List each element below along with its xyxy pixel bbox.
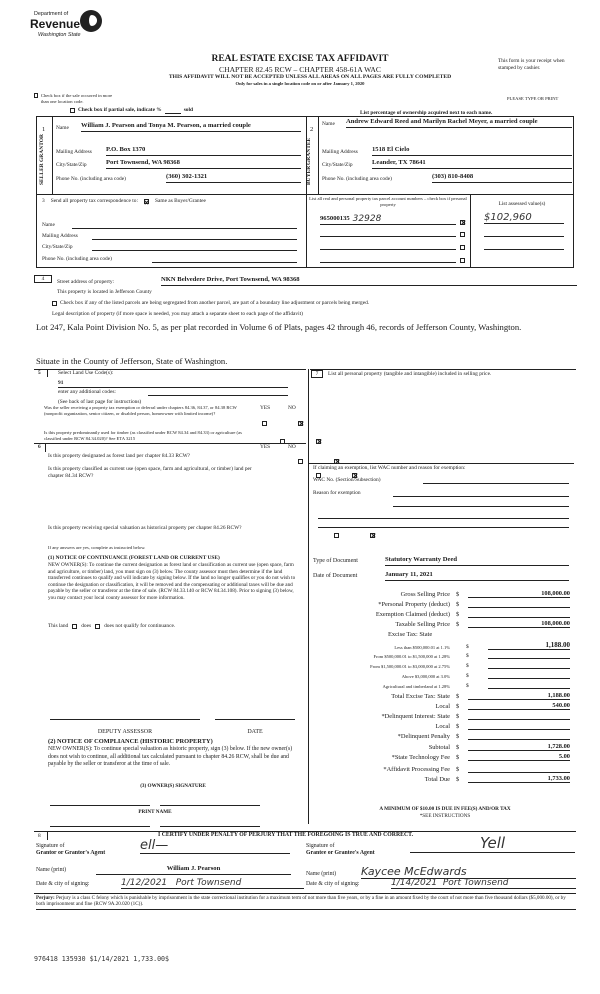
s6-question: Is this property receiving special valuation as historical property per chapter 84.26 RCW? bbox=[48, 525, 242, 531]
if-yes-note: If any answers are yes, complete as instructed below. bbox=[48, 545, 146, 550]
delinquent-interest-state-field[interactable] bbox=[468, 712, 570, 720]
land-use-label: Select Land Use Code(s): bbox=[58, 370, 114, 376]
personal-property-checkbox[interactable] bbox=[460, 232, 465, 237]
assessed-header: List assessed value(s) bbox=[498, 201, 546, 207]
reason-field-2[interactable] bbox=[393, 506, 569, 507]
tax-tier-row: From $1,500,000.01 to $3,000,000 at 2.75% $ bbox=[310, 661, 570, 669]
checkbox[interactable] bbox=[34, 93, 38, 98]
wac-row: WAC No. (Section/Subsection) bbox=[313, 477, 569, 484]
buyer-name-field[interactable]: Andrew Edward Reed and Marilyn Rachel Meyer, a married couple bbox=[346, 118, 572, 128]
reason-field-4[interactable] bbox=[318, 527, 569, 528]
delinquent-penalty-field[interactable] bbox=[468, 732, 570, 740]
parcel-number-field[interactable] bbox=[320, 256, 456, 263]
additional-codes-row: enter any additional codes: bbox=[58, 389, 288, 396]
section-8-number: 8 bbox=[38, 833, 41, 839]
subtotal-row: Subtotal $ 1,728.00 bbox=[428, 743, 570, 751]
owner-signature-field[interactable] bbox=[50, 805, 150, 806]
personal-property-label: List all personal property (tangible and intangible) included in selling price. bbox=[328, 371, 492, 377]
tax-tier-field[interactable]: 1,188.00 bbox=[488, 641, 570, 650]
minimum-note: A MINIMUM OF $10.00 IS DUE IN FEE(S) AND/OR TAX bbox=[379, 806, 511, 812]
divider bbox=[470, 194, 471, 268]
doc-date-row: Date of Document January 11, 2021 bbox=[313, 571, 569, 581]
form-subtitle: CHAPTER 82.45 RCW – CHAPTER 458-61A WAC bbox=[219, 65, 381, 74]
buyer-section-number: 2 bbox=[310, 126, 314, 133]
gross-selling-price-row: Gross Selling Price $ 108,000.00 bbox=[400, 590, 570, 598]
assessed-value-field[interactable]: $102,960 bbox=[484, 212, 564, 224]
does-not-checkbox[interactable] bbox=[95, 624, 100, 629]
grantee-signature-field[interactable]: Yell bbox=[410, 834, 575, 853]
deputy-assessor-signature[interactable] bbox=[50, 719, 200, 720]
grantee-signature-label: Signature of Grantee or Grantee's Agent bbox=[306, 843, 375, 856]
total-due-row: Total Due $ 1,733.00 bbox=[424, 775, 570, 783]
doc-date-field[interactable]: January 11, 2021 bbox=[385, 571, 569, 581]
seller-name-row bbox=[56, 122, 301, 132]
tax-tier-row: Above $3,000,000 at 3.0% $ bbox=[310, 671, 570, 679]
seller-city-field[interactable]: Port Townsend, WA 98368 bbox=[106, 159, 301, 169]
print-name-label: PRINT NAME bbox=[138, 809, 172, 815]
s6-question: Is this property classified as current use (open space, farm and agricultural, or timber) land per chapter 84.34 RCW? bbox=[48, 466, 252, 480]
corr-name-row: Name bbox=[42, 222, 297, 229]
same-as-buyer-checkbox[interactable] bbox=[144, 199, 149, 204]
continuance-row: This land does does not qualify for continuance. bbox=[48, 623, 176, 629]
seller-mailing-field[interactable]: P.O. Box 1370 bbox=[106, 146, 301, 156]
taxable-selling-price-row: Taxable Selling Price $ 108,000.00 bbox=[395, 620, 570, 628]
notice1-title: (1) NOTICE OF CONTINUANCE (FOREST LAND OR CURRENT USE) bbox=[48, 555, 220, 561]
delinquent-interest-local-row: Local $ bbox=[310, 722, 570, 730]
corr-mailing-field[interactable] bbox=[92, 233, 297, 240]
s6-q3-no-checkbox[interactable] bbox=[370, 533, 375, 538]
notice2-title: (2) NOTICE OF COMPLIANCE (HISTORIC PROPERTY) bbox=[48, 738, 213, 745]
divider bbox=[52, 116, 53, 194]
personal-property-field[interactable] bbox=[468, 600, 570, 608]
form-warning: THIS AFFIDAVIT WILL NOT BE ACCEPTED UNLESS ALL AREAS ON ALL PAGES ARE FULLY COMPLETED bbox=[168, 74, 452, 80]
delinquent-penalty-row: *Delinquent Penalty $ bbox=[310, 732, 570, 740]
divider bbox=[308, 463, 574, 464]
reason-field-3[interactable] bbox=[318, 518, 569, 519]
taxable-selling-price-field[interactable]: 108,000.00 bbox=[468, 620, 570, 628]
notice1-body: NEW OWNER(S): To continue the current designation as forest land or classification as current use (open space, farm and agriculture, or timber) land, you must sign on (3) below. The county assessor must then determine if the land transferred continues to qualify and will indicate by signing below. If the land no longer qualifies or you do not wish to continue the designation or classification, it will be removed and the compensating or additional taxes will be due and payable by the seller or transferor at the time of sale. (RCW 84.33.140 or RCW 84.34.108). Prior to signing (3) below, you may contact your local county assessor for more information. bbox=[48, 562, 296, 601]
personal-property-checkbox[interactable] bbox=[460, 245, 465, 250]
divider bbox=[306, 194, 574, 195]
assessor-date[interactable] bbox=[215, 719, 295, 720]
partial-percent-field[interactable] bbox=[165, 108, 181, 114]
logo-line1: Department of bbox=[34, 11, 69, 17]
no-header: NO bbox=[288, 444, 296, 450]
reason-field[interactable] bbox=[393, 491, 569, 497]
tax-tier-field[interactable] bbox=[488, 661, 570, 669]
parcel-row bbox=[320, 243, 465, 250]
street-address-field[interactable]: NKN Belvedere Drive, Port Townsend, WA 98368 bbox=[161, 276, 577, 286]
buyer-mailing-row: Mailing Address 1518 El Cielo bbox=[322, 146, 572, 156]
total-excise-state-field[interactable]: 1,188.00 bbox=[468, 692, 570, 700]
perjury-notice: Perjury: Perjury is a class C felony which is punishable by imprisonment in the state correctional institution for a maximum term of not more than five years, or by a fine in an amount fixed by the court of not more than five thousand dollars ($5,000.00), or by both imprisonment and fine (RCW 9A.20.020 (1C)). bbox=[36, 895, 576, 910]
assessed-value-field[interactable] bbox=[484, 232, 564, 237]
buyer-city-field[interactable]: Leander, TX 78641 bbox=[372, 159, 572, 169]
technology-fee-field[interactable]: 5.00 bbox=[468, 753, 570, 761]
seller-mailing-row: Mailing Address P.O. Box 1370 bbox=[56, 146, 301, 156]
seller-city-row: City/State/Zip Port Townsend, WA 98368 bbox=[56, 159, 301, 169]
cashier-receipt-stamp: 976418 135930 $1/14/2021 1,733.00$ bbox=[34, 955, 169, 963]
total-excise-state-row: Total Excise Tax: State $ 1,188.00 bbox=[391, 692, 570, 700]
gross-selling-price-field[interactable]: 108,000.00 bbox=[468, 590, 570, 598]
grantee-name-row: Name (print) Kaycee McEdwards bbox=[306, 865, 576, 879]
parcel-number-field[interactable] bbox=[320, 230, 456, 237]
divider bbox=[308, 369, 309, 824]
divider bbox=[36, 194, 306, 195]
grantee-date-row: Date & city of signing: 1/14/2021 Port Townsend bbox=[306, 878, 576, 889]
yes-header: YES bbox=[260, 444, 271, 450]
corr-phone-row: Phone No. (including area code) bbox=[42, 256, 297, 263]
county-note: This property is located in Jefferson County bbox=[57, 289, 152, 295]
total-due-field[interactable]: 1,733.00 bbox=[468, 775, 570, 783]
wac-field[interactable] bbox=[423, 478, 569, 484]
parcels-header: List all real and personal property tax parcel account numbers – check box if personal property bbox=[309, 196, 467, 207]
total-excise-local-field[interactable]: 540.00 bbox=[468, 702, 570, 710]
parcel-row bbox=[320, 230, 465, 237]
see-back-note: (See back of last page for instructions) bbox=[58, 399, 142, 405]
doc-type-field[interactable]: Statutory Warranty Deed bbox=[385, 556, 569, 566]
receipt-note: This form is your receipt when stamped by cashier. bbox=[498, 58, 565, 72]
s5-q2-no-checkbox[interactable] bbox=[316, 439, 321, 444]
section-5-number: 5 bbox=[38, 370, 41, 376]
street-row: Street address of property: NKN Belvedere Drive, Port Townsend, WA 98368 bbox=[57, 276, 577, 286]
please-type: PLEASE TYPE OR PRINT bbox=[507, 96, 559, 101]
no-header: NO bbox=[288, 405, 296, 411]
s6-q3-yes-checkbox[interactable] bbox=[334, 533, 339, 538]
doc-type-row: Type of Document Statutory Warranty Deed bbox=[313, 556, 569, 566]
parcel-row bbox=[320, 215, 465, 225]
s6-question: Is this property designated as forest land per chapter 84.33 RCW? bbox=[48, 453, 191, 459]
certification-statement: I CERTIFY UNDER PENALTY OF PERJURY THAT THE FOREGOING IS TRUE AND CORRECT. bbox=[158, 832, 414, 838]
parcel-number-field[interactable]: 965000135 32928 bbox=[320, 215, 456, 225]
deputy-assessor-label: DEPUTY ASSESSOR bbox=[97, 729, 153, 735]
legal-label: Legal description of property (if more space is needed, you may attach a separate sheet to each page of the affidavit) bbox=[52, 311, 303, 317]
subtotal-field[interactable]: 1,728.00 bbox=[468, 743, 570, 751]
s5-q1-no-checkbox[interactable] bbox=[298, 421, 303, 426]
exemption-claimed-row: Exemption Claimed (deduct) $ bbox=[310, 610, 570, 618]
grantor-date-row: Date & city of signing: 1/12/2021 Port Townsend bbox=[36, 878, 304, 889]
tax-tier-row: Less than $500,000.01 at 1.1% $ 1,188.00 bbox=[394, 641, 570, 650]
seller-phone-row: Phone No. (including area code) (360) 302-1321 bbox=[56, 173, 301, 183]
yes-header: YES bbox=[260, 405, 271, 411]
s5-q1-yes-checkbox[interactable] bbox=[262, 421, 267, 426]
delinquent-interest-state-row: *Delinquent Interest: State $ bbox=[310, 712, 570, 720]
tax-tier-field[interactable] bbox=[488, 681, 570, 689]
seller-section-number: 1 bbox=[42, 126, 46, 133]
dor-logo bbox=[30, 8, 110, 46]
notice2-body: NEW OWNER(S): To continue special valuation as historic property, sign (3) below. If the new owner(s) does not wish to continue, all additional tax calculated pursuant to chapter 84.26 RCW, shall be due and payable by the seller or transferor at the time of sale. bbox=[48, 746, 293, 768]
excise-tax-state-label: Excise Tax: State bbox=[388, 631, 433, 638]
corr-name-field[interactable] bbox=[72, 222, 297, 229]
divider bbox=[47, 832, 48, 840]
dor-logo-icon bbox=[80, 10, 102, 32]
grantee-date-city-field[interactable]: 1/14/2021 Port Townsend bbox=[391, 878, 576, 889]
total-excise-local-row: Local $ 540.00 bbox=[435, 702, 570, 710]
exemption-label: If claiming an exemption, list WAC number and reason for exemption: bbox=[313, 465, 466, 471]
seller-name-label: Name bbox=[56, 124, 69, 131]
buyer-mailing-field[interactable]: 1518 El Cielo bbox=[372, 146, 572, 156]
seller-phone-field[interactable]: (360) 302-1321 bbox=[166, 173, 301, 183]
buyer-name-row: Name Andrew Edward Reed and Marilyn Rachel Meyer, a married couple bbox=[322, 118, 572, 128]
corr-city-row: City/State/Zip bbox=[42, 244, 297, 251]
tax-tier-row: Agricultural and timberland at 1.28% $ bbox=[310, 681, 570, 689]
s6-q1-yes-checkbox[interactable] bbox=[298, 459, 303, 464]
does-checkbox[interactable] bbox=[72, 624, 77, 629]
section-7-number: 7 bbox=[311, 370, 323, 378]
owner-signature-label: (3) OWNER(S) SIGNATURE bbox=[140, 783, 206, 789]
grantor-signature-field[interactable]: ell— bbox=[140, 838, 290, 854]
partial-sale-check[interactable]: Check box if partial sale, indicate % sold bbox=[70, 107, 193, 114]
see-instructions: *SEE INSTRUCTIONS bbox=[419, 813, 471, 819]
affidavit-fee-row: *Affidavit Processing Fee $ bbox=[310, 765, 570, 773]
divider bbox=[45, 444, 46, 452]
situate-text: Situate in the County of Jefferson, State of Washington. bbox=[36, 356, 228, 366]
multi-location-check[interactable]: Check box if the sale occurred in more than one location code. bbox=[34, 93, 114, 104]
divider bbox=[34, 893, 576, 894]
corr-phone-field[interactable] bbox=[152, 256, 297, 263]
personal-property-row: *Personal Property (deduct) $ bbox=[310, 600, 570, 608]
correspondence-row: 3 Send all property tax correspondence to: Same as Buyer/Grantee bbox=[42, 198, 206, 204]
land-use-code-field[interactable]: 91 bbox=[58, 380, 288, 388]
logo-line3: Washington State bbox=[38, 32, 81, 38]
affidavit-fee-field[interactable] bbox=[468, 765, 570, 773]
checkbox[interactable] bbox=[52, 301, 57, 306]
divider bbox=[318, 116, 319, 194]
print-name-field[interactable] bbox=[50, 826, 150, 827]
tax-tier-field[interactable] bbox=[488, 651, 570, 659]
personal-property-checkbox[interactable] bbox=[460, 220, 465, 225]
tax-tier-field[interactable] bbox=[488, 671, 570, 679]
section-4-number: 4 bbox=[34, 275, 52, 283]
s5-question: Was the seller receiving a property tax exemption or deferral under chapters 84.36, 84.37, or 84.38 RCW (nonprofit organization, senior citizen, or disabled person, homeowner with limited income)? bbox=[44, 405, 237, 416]
reason-row: Reason for exemption bbox=[313, 490, 569, 497]
legal-description[interactable]: Lot 247, Kala Point Division No. 5, as per plat recorded in Volume 6 of Plats, pages 42 through 46, records of Jefferson County, Washington. bbox=[36, 322, 522, 332]
divider bbox=[310, 369, 576, 370]
date-label: DATE bbox=[247, 729, 263, 735]
seller-side-label: SELLER GRANTOR bbox=[39, 134, 45, 185]
tax-tier-row: From $500,000.01 to $1,500,000 at 1.28% $ bbox=[310, 651, 570, 659]
form-title: REAL ESTATE EXCISE TAX AFFIDAVIT bbox=[211, 54, 389, 64]
parcel-row bbox=[320, 256, 465, 263]
buyer-side-label: BUYER GRANTEE bbox=[306, 137, 312, 185]
corr-city-field[interactable] bbox=[92, 244, 297, 251]
exemption-claimed-field[interactable] bbox=[468, 610, 570, 618]
segregation-check[interactable]: Check box if any of the listed parcels are being segregated from another parcel, are part of a boundary line adjustment or parcels being merged. bbox=[52, 300, 369, 307]
delinquent-interest-local-field[interactable] bbox=[468, 722, 570, 730]
assessed-value-field[interactable] bbox=[484, 245, 564, 250]
grantor-signature-label: Signature of Grantor or Grantor's Agent bbox=[36, 843, 106, 856]
print-name-field[interactable] bbox=[160, 826, 260, 827]
grantee-name-field[interactable]: Kaycee McEdwards bbox=[361, 865, 576, 879]
seller-name-field[interactable]: William J. Pearson and Tonya M. Pearson, a married couple bbox=[81, 122, 301, 132]
parcel-number-field[interactable] bbox=[320, 243, 456, 250]
ownership-note: List percentage of ownership acquired next to each name. bbox=[360, 110, 493, 116]
checkbox[interactable] bbox=[70, 108, 75, 113]
buyer-phone-row: Phone No. (including area code) (303) 810-8408 bbox=[322, 173, 572, 183]
grantor-name-field[interactable]: William J. Pearson bbox=[96, 865, 291, 875]
form-note: Only for sales in a single location code on or after January 1, 2020 bbox=[235, 81, 365, 86]
logo-line2: Revenue bbox=[30, 17, 81, 31]
s5-question: Is this property predominantly used for timber (as classified under RCW 84.34 and 84.33) or agriculture (as classified under RCW 84.34.020)? See ETA 3215 bbox=[44, 430, 242, 441]
corr-mailing-row: Mailing Address bbox=[42, 233, 297, 240]
technology-fee-row: *State Technology Fee $ 5.00 bbox=[391, 753, 570, 761]
grantor-name-row: Name (print) William J. Pearson bbox=[36, 865, 291, 875]
section-6-number: 6 bbox=[38, 444, 41, 450]
buyer-city-row: City/State/Zip Leander, TX 78641 bbox=[322, 159, 572, 169]
grantor-date-city-field[interactable]: 1/12/2021 Port Townsend bbox=[121, 878, 304, 889]
divider bbox=[47, 369, 48, 377]
additional-codes-field[interactable] bbox=[148, 390, 288, 396]
personal-property-checkbox[interactable] bbox=[460, 258, 465, 263]
owner-signature-field[interactable] bbox=[160, 805, 260, 806]
buyer-phone-field[interactable]: (303) 810-8408 bbox=[432, 173, 572, 183]
